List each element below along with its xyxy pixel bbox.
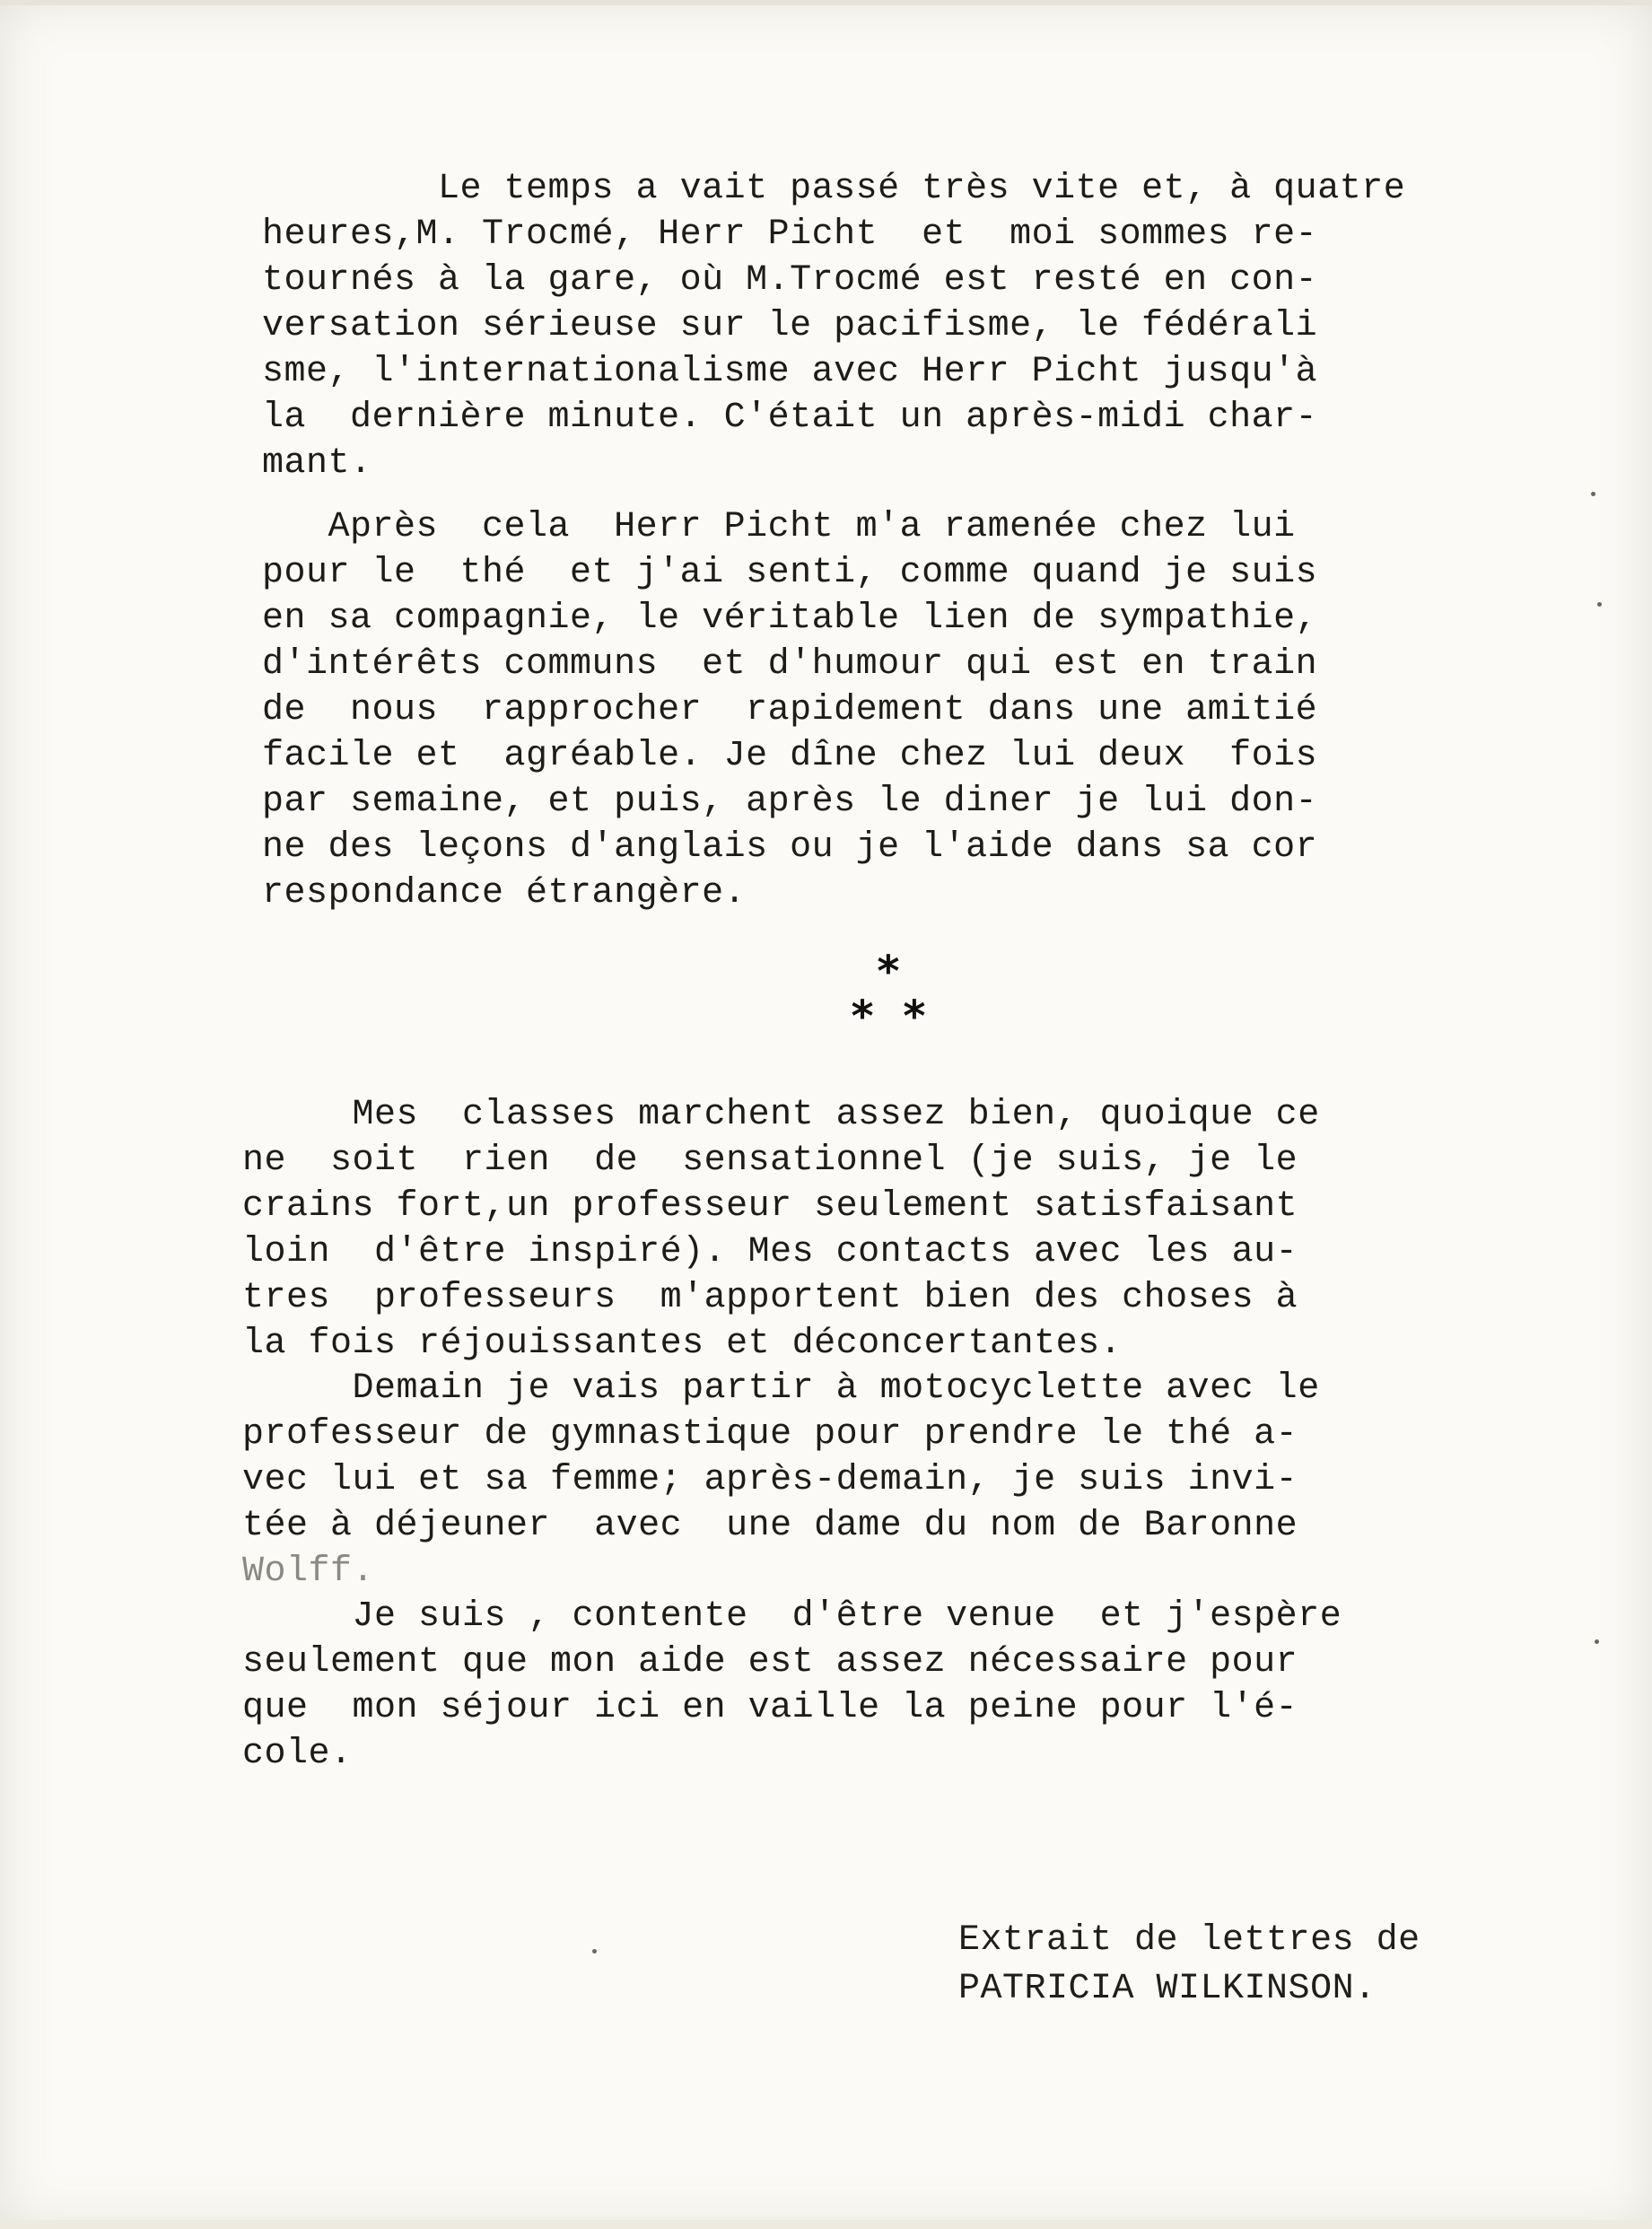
text-line: professeur de gymnastique pour prendre le thé a- [242,1414,1298,1455]
text-line: Wolff. [242,1552,375,1592]
paragraph-1 [262,166,1405,486]
signature-line-1: Extrait de lettres de [958,1920,1420,1961]
signature-author: PATRICIA WILKINSON. [958,1969,1377,2009]
text-line: ne des leçons d'anglais ou je l'aide dans sa cor [262,827,1318,868]
text-line: Je suis , contente d'être venue et j'espère [242,1596,1342,1637]
paragraph-3 [242,1092,1320,1367]
text-line: seulement que mon aide est assez nécessaire pour [242,1642,1298,1683]
text-line: Après cela Herr Picht m'a ramenée chez lui [262,507,1296,547]
text-line: versation sérieuse sur le pacifisme, le fédérali [262,306,1318,346]
text-line: ne soit rien de sensationnel (je suis, je le [242,1141,1298,1181]
paper-speck [1595,1639,1599,1644]
text-line: loin d'être inspiré). Mes contacts avec les au- [242,1232,1298,1272]
paper-speck [1591,492,1595,496]
text-line: Demain je vais partir à motocyclette avec le [242,1368,1320,1409]
text-line: tée à déjeuner avec une dame du nom de Baronne [242,1506,1298,1546]
text-line: mant. [262,443,372,484]
paper-speck [1597,602,1602,607]
text-line: heures,M. Trocmé, Herr Picht et moi sommes re- [262,214,1318,255]
page-top-edge [0,0,1652,5]
text-line: par semaine, et puis, après le diner je lui don- [262,782,1318,822]
paragraph-4 [242,1366,1320,1595]
text-line: respondance étrangère. [262,873,747,913]
signature-block [958,1917,1420,2014]
separator-asterisk-top: * [875,947,902,997]
text-line: crains fort,un professeur seulement satisfaisant [242,1186,1298,1227]
text-line: de nous rapprocher rapidement dans une amitié [262,690,1318,730]
text-line: tournés à la gare, où M.Trocmé est resté en con- [262,260,1318,301]
text-line: la fois réjouissantes et déconcertantes. [242,1324,1123,1364]
separator-asterisk-bottom: * * [849,992,928,1042]
text-line: sme, l'internationalisme avec Herr Picht jusqu'à [262,352,1318,392]
text-line: facile et agréable. Je dîne chez lui deux fois [262,736,1318,776]
text-line: d'intérêts communs et d'humour qui est en train [262,644,1318,685]
text-line: Le temps a vait passé très vite et, à quatre [262,169,1406,209]
text-line: la dernière minute. C'était un après-midi char- [262,398,1318,438]
page-bottom-edge [0,2220,1652,2229]
paragraph-5 [242,1594,1342,1777]
paper-speck [592,1949,597,1954]
text-line: cole. [242,1734,353,1774]
text-line: vec lui et sa femme; après-demain, je suis invi- [242,1460,1298,1500]
text-line: tres professeurs m'apportent bien des choses à [242,1278,1298,1318]
text-line: Mes classes marchent assez bien, quoique ce [242,1095,1320,1135]
text-line: que mon séjour ici en vaille la peine pour l'é- [242,1688,1298,1728]
paragraph-2 [262,504,1317,916]
text-line: en sa compagnie, le véritable lien de sympathie, [262,599,1318,639]
text-line: pour le thé et j'ai senti, comme quand je suis [262,553,1318,593]
